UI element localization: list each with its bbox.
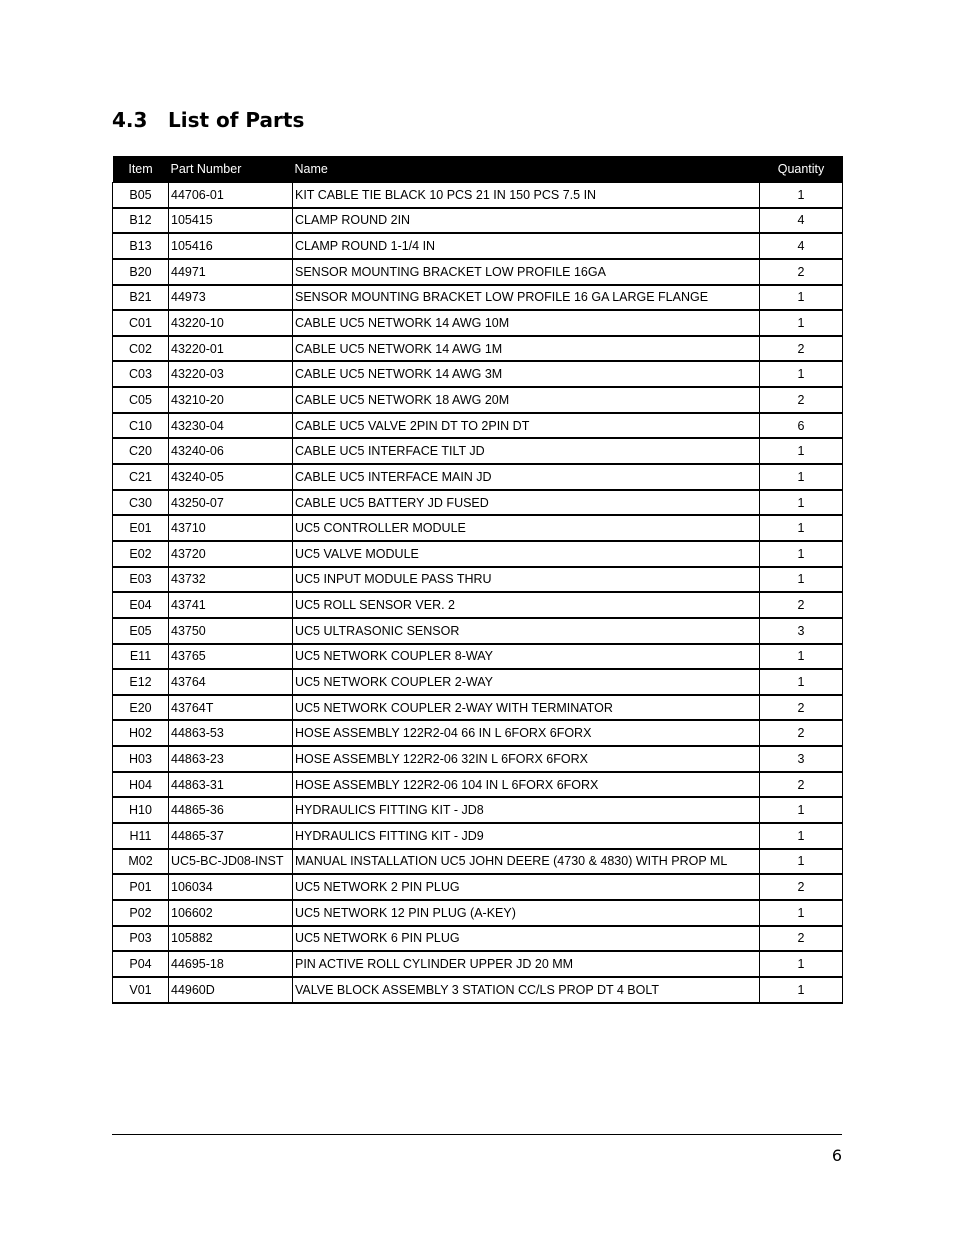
name-cell: UC5 NETWORK 6 PIN PLUG bbox=[293, 926, 760, 952]
part-number-cell: 43764 bbox=[169, 669, 293, 695]
table-row bbox=[113, 567, 843, 593]
item-cell: B12 bbox=[113, 208, 169, 234]
part-number-cell: 43250-07 bbox=[169, 490, 293, 516]
part-number-cell: 43764T bbox=[169, 695, 293, 721]
item-cell: V01 bbox=[113, 977, 169, 1003]
name-cell: CABLE UC5 NETWORK 14 AWG 10M bbox=[293, 310, 760, 336]
part-number-cell: 105882 bbox=[169, 926, 293, 952]
section-number: 4.3 bbox=[112, 108, 148, 132]
quantity-cell: 2 bbox=[760, 259, 843, 285]
part-number-cell: 44863-53 bbox=[169, 720, 293, 746]
part-number-cell: 44863-31 bbox=[169, 772, 293, 798]
footer-rule bbox=[112, 1134, 842, 1135]
item-cell: P01 bbox=[113, 874, 169, 900]
part-number-cell: 43240-05 bbox=[169, 464, 293, 490]
item-cell: B20 bbox=[113, 259, 169, 285]
part-number-cell: 44863-23 bbox=[169, 746, 293, 772]
name-cell: CABLE UC5 INTERFACE MAIN JD bbox=[293, 464, 760, 490]
table-row bbox=[113, 413, 843, 439]
quantity-cell: 1 bbox=[760, 951, 843, 977]
section-title: List of Parts bbox=[168, 108, 305, 132]
item-cell: E20 bbox=[113, 695, 169, 721]
quantity-cell: 2 bbox=[760, 720, 843, 746]
header-part-number: Part Number bbox=[170, 161, 242, 176]
part-number-cell: 43710 bbox=[169, 515, 293, 541]
quantity-cell: 1 bbox=[760, 310, 843, 336]
quantity-cell: 4 bbox=[760, 233, 843, 259]
item-cell: C30 bbox=[113, 490, 169, 516]
part-number-cell: 43210-20 bbox=[169, 387, 293, 413]
section-heading bbox=[112, 108, 304, 132]
quantity-cell: 2 bbox=[760, 772, 843, 798]
part-number-cell: 44971 bbox=[169, 259, 293, 285]
name-cell: KIT CABLE TIE BLACK 10 PCS 21 IN 150 PCS 7.5 IN bbox=[293, 182, 760, 208]
name-cell: UC5 NETWORK COUPLER 8-WAY bbox=[293, 644, 760, 670]
item-cell: E05 bbox=[113, 618, 169, 644]
item-cell: H03 bbox=[113, 746, 169, 772]
name-cell: CLAMP ROUND 1-1/4 IN bbox=[293, 233, 760, 259]
part-number-cell: 44695-18 bbox=[169, 951, 293, 977]
table-row bbox=[113, 438, 843, 464]
part-number-cell: 43220-03 bbox=[169, 361, 293, 387]
parts-table bbox=[112, 156, 843, 1004]
name-cell: SENSOR MOUNTING BRACKET LOW PROFILE 16GA bbox=[293, 259, 760, 285]
table-row bbox=[113, 464, 843, 490]
table-row bbox=[113, 310, 843, 336]
name-cell: HYDRAULICS FITTING KIT - JD8 bbox=[293, 797, 760, 823]
item-cell: C02 bbox=[113, 336, 169, 362]
part-number-cell: 106034 bbox=[169, 874, 293, 900]
table-row bbox=[113, 951, 843, 977]
table-row bbox=[113, 669, 843, 695]
name-cell: CABLE UC5 INTERFACE TILT JD bbox=[293, 438, 760, 464]
name-cell: CABLE UC5 VALVE 2PIN DT TO 2PIN DT bbox=[293, 413, 760, 439]
part-number-cell: 44960D bbox=[169, 977, 293, 1003]
table-row bbox=[113, 746, 843, 772]
part-number-cell: 43220-01 bbox=[169, 336, 293, 362]
table-row bbox=[113, 849, 843, 875]
table-row bbox=[113, 490, 843, 516]
name-cell: UC5 CONTROLLER MODULE bbox=[293, 515, 760, 541]
table-row bbox=[113, 772, 843, 798]
name-cell: UC5 NETWORK COUPLER 2-WAY WITH TERMINATOR bbox=[293, 695, 760, 721]
name-cell: SENSOR MOUNTING BRACKET LOW PROFILE 16 GA LARGE FLANGE bbox=[293, 285, 760, 311]
item-cell: P02 bbox=[113, 900, 169, 926]
table-row bbox=[113, 874, 843, 900]
part-number-cell: 105416 bbox=[169, 233, 293, 259]
quantity-cell: 2 bbox=[760, 592, 843, 618]
quantity-cell: 1 bbox=[760, 849, 843, 875]
quantity-cell: 1 bbox=[760, 182, 843, 208]
item-cell: E03 bbox=[113, 567, 169, 593]
quantity-cell: 2 bbox=[760, 387, 843, 413]
quantity-cell: 3 bbox=[760, 618, 843, 644]
name-cell: CABLE UC5 NETWORK 14 AWG 1M bbox=[293, 336, 760, 362]
table-row bbox=[113, 515, 843, 541]
item-cell: C20 bbox=[113, 438, 169, 464]
quantity-cell: 1 bbox=[760, 515, 843, 541]
item-cell: C03 bbox=[113, 361, 169, 387]
item-cell: M02 bbox=[113, 849, 169, 875]
part-number-cell: 43220-10 bbox=[169, 310, 293, 336]
header-name: Name bbox=[294, 161, 328, 176]
part-number-cell: 106602 bbox=[169, 900, 293, 926]
part-number-cell: 43741 bbox=[169, 592, 293, 618]
part-number-cell: UC5-BC-JD08-INST bbox=[169, 849, 293, 875]
name-cell: UC5 NETWORK COUPLER 2-WAY bbox=[293, 669, 760, 695]
item-cell: C01 bbox=[113, 310, 169, 336]
header-quantity: Quantity bbox=[777, 161, 825, 176]
part-number-cell: 43230-04 bbox=[169, 413, 293, 439]
name-cell: UC5 NETWORK 12 PIN PLUG (A-KEY) bbox=[293, 900, 760, 926]
name-cell: UC5 INPUT MODULE PASS THRU bbox=[293, 567, 760, 593]
quantity-cell: 2 bbox=[760, 926, 843, 952]
quantity-cell: 3 bbox=[760, 746, 843, 772]
table-row bbox=[113, 797, 843, 823]
quantity-cell: 1 bbox=[760, 464, 843, 490]
quantity-cell: 2 bbox=[760, 695, 843, 721]
quantity-cell: 1 bbox=[760, 490, 843, 516]
part-number-cell: 43732 bbox=[169, 567, 293, 593]
name-cell: PIN ACTIVE ROLL CYLINDER UPPER JD 20 MM bbox=[293, 951, 760, 977]
quantity-cell: 1 bbox=[760, 823, 843, 849]
quantity-cell: 1 bbox=[760, 285, 843, 311]
quantity-cell: 4 bbox=[760, 208, 843, 234]
part-number-cell: 44865-37 bbox=[169, 823, 293, 849]
quantity-cell: 1 bbox=[760, 644, 843, 670]
name-cell: MANUAL INSTALLATION UC5 JOHN DEERE (4730 & 4830) WITH PROP ML bbox=[293, 849, 760, 875]
item-cell: H11 bbox=[113, 823, 169, 849]
table-row bbox=[113, 900, 843, 926]
name-cell: HOSE ASSEMBLY 122R2-06 32IN L 6FORX 6FORX bbox=[293, 746, 760, 772]
part-number-cell: 43750 bbox=[169, 618, 293, 644]
table-row bbox=[113, 823, 843, 849]
table-row bbox=[113, 285, 843, 311]
name-cell: UC5 VALVE MODULE bbox=[293, 541, 760, 567]
item-cell: B05 bbox=[113, 182, 169, 208]
quantity-cell: 1 bbox=[760, 797, 843, 823]
item-cell: E11 bbox=[113, 644, 169, 670]
part-number-cell: 44706-01 bbox=[169, 182, 293, 208]
page-number: 6 bbox=[831, 1146, 842, 1165]
part-number-cell: 44865-36 bbox=[169, 797, 293, 823]
name-cell: CABLE UC5 BATTERY JD FUSED bbox=[293, 490, 760, 516]
item-cell: B13 bbox=[113, 233, 169, 259]
name-cell: HOSE ASSEMBLY 122R2-06 104 IN L 6FORX 6FORX bbox=[293, 772, 760, 798]
table-row bbox=[113, 695, 843, 721]
item-cell: P04 bbox=[113, 951, 169, 977]
table-row bbox=[113, 977, 843, 1003]
quantity-cell: 2 bbox=[760, 336, 843, 362]
table-row bbox=[113, 720, 843, 746]
table-row bbox=[113, 361, 843, 387]
parts-table-body bbox=[113, 182, 843, 1003]
item-cell: C05 bbox=[113, 387, 169, 413]
name-cell: UC5 ULTRASONIC SENSOR bbox=[293, 618, 760, 644]
parts-table-header bbox=[113, 156, 843, 182]
table-row bbox=[113, 926, 843, 952]
part-number-cell: 43765 bbox=[169, 644, 293, 670]
quantity-cell: 1 bbox=[760, 900, 843, 926]
part-number-cell: 105415 bbox=[169, 208, 293, 234]
quantity-cell: 1 bbox=[760, 669, 843, 695]
quantity-cell: 2 bbox=[760, 874, 843, 900]
item-cell: P03 bbox=[113, 926, 169, 952]
name-cell: UC5 NETWORK 2 PIN PLUG bbox=[293, 874, 760, 900]
header-item: Item bbox=[128, 161, 153, 176]
name-cell: HYDRAULICS FITTING KIT - JD9 bbox=[293, 823, 760, 849]
table-row bbox=[113, 541, 843, 567]
quantity-cell: 1 bbox=[760, 438, 843, 464]
quantity-cell: 1 bbox=[760, 567, 843, 593]
table-row bbox=[113, 644, 843, 670]
table-row bbox=[113, 182, 843, 208]
quantity-cell: 6 bbox=[760, 413, 843, 439]
name-cell: VALVE BLOCK ASSEMBLY 3 STATION CC/LS PROP DT 4 BOLT bbox=[293, 977, 760, 1003]
name-cell: HOSE ASSEMBLY 122R2-04 66 IN L 6FORX 6FORX bbox=[293, 720, 760, 746]
table-row bbox=[113, 233, 843, 259]
item-cell: E04 bbox=[113, 592, 169, 618]
item-cell: H04 bbox=[113, 772, 169, 798]
name-cell: CABLE UC5 NETWORK 14 AWG 3M bbox=[293, 361, 760, 387]
item-cell: E02 bbox=[113, 541, 169, 567]
table-row bbox=[113, 618, 843, 644]
quantity-cell: 1 bbox=[760, 361, 843, 387]
quantity-cell: 1 bbox=[760, 977, 843, 1003]
item-cell: E12 bbox=[113, 669, 169, 695]
item-cell: E01 bbox=[113, 515, 169, 541]
table-row bbox=[113, 336, 843, 362]
part-number-cell: 43720 bbox=[169, 541, 293, 567]
part-number-cell: 43240-06 bbox=[169, 438, 293, 464]
item-cell: C21 bbox=[113, 464, 169, 490]
item-cell: B21 bbox=[113, 285, 169, 311]
item-cell: H02 bbox=[113, 720, 169, 746]
item-cell: C10 bbox=[113, 413, 169, 439]
table-row bbox=[113, 208, 843, 234]
name-cell: CLAMP ROUND 2IN bbox=[293, 208, 760, 234]
table-row bbox=[113, 592, 843, 618]
table-row bbox=[113, 387, 843, 413]
table-row bbox=[113, 259, 843, 285]
part-number-cell: 44973 bbox=[169, 285, 293, 311]
header-row bbox=[113, 156, 843, 182]
item-cell: H10 bbox=[113, 797, 169, 823]
name-cell: UC5 ROLL SENSOR VER. 2 bbox=[293, 592, 760, 618]
name-cell: CABLE UC5 NETWORK 18 AWG 20M bbox=[293, 387, 760, 413]
quantity-cell: 1 bbox=[760, 541, 843, 567]
